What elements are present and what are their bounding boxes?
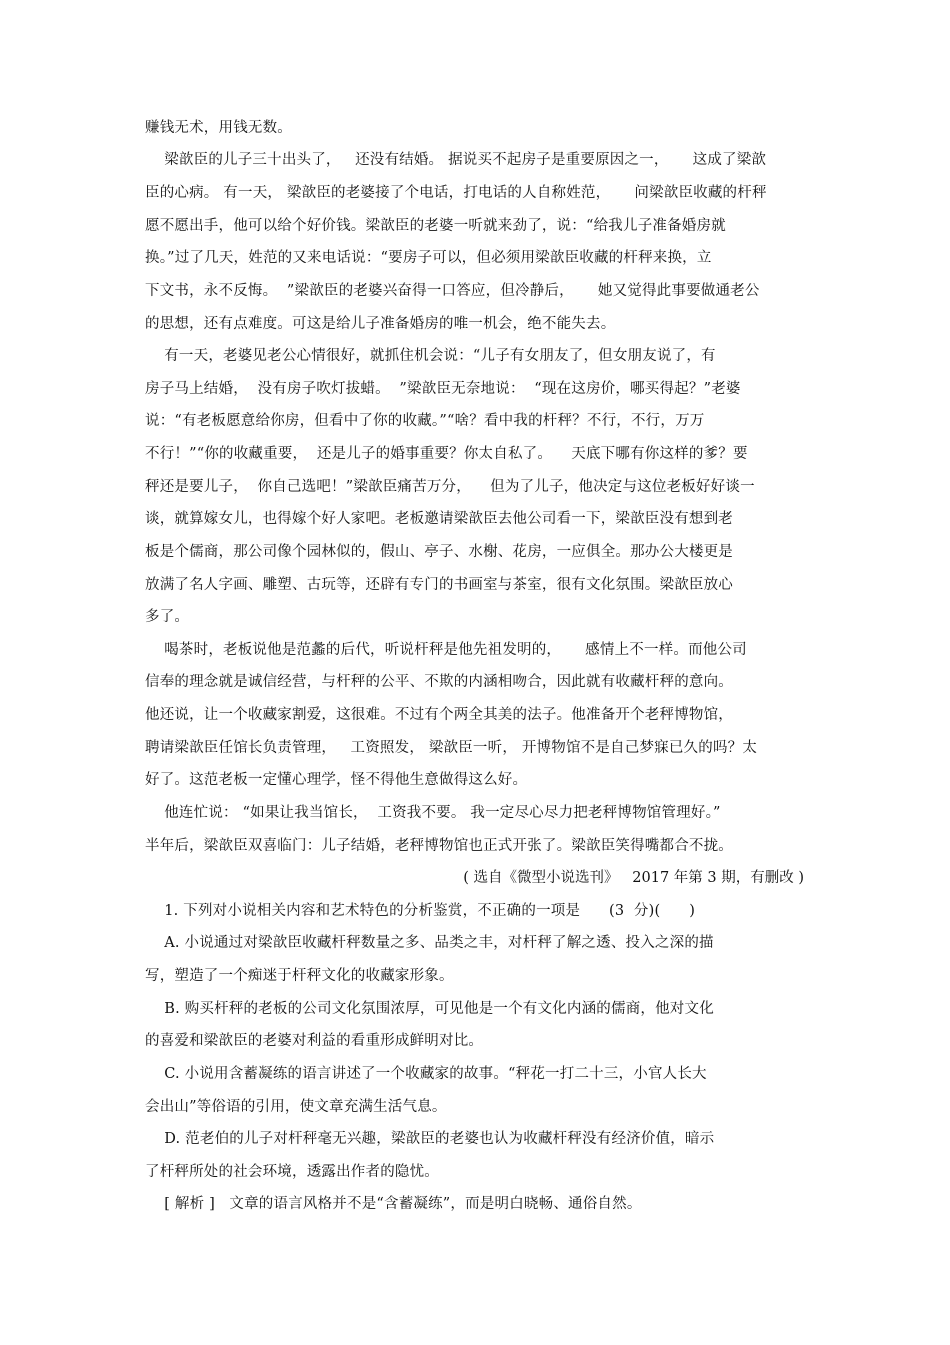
body-line: 换。”过了几天，姓范的又来电话说：“要房子可以，但必须用梁歆臣收藏的杆秤来换，立 [145, 250, 712, 266]
option-b: B. 购买杆秤的老板的公司文化氛围浓厚，可见他是一个有文化内涵的儒商，他对文化 [145, 1001, 714, 1017]
body-line: 有一天，老婆见老公心情很好，就抓住机会说：“儿子有女朋友了，但女朋友说了，有 [145, 348, 716, 364]
body-line: 他连忙说： “如果让我当馆长， 工资我不要。 我一定尽心尽力把老秤博物馆管理好。” [145, 805, 721, 821]
body-line: 下文书，永不反悔。 ”梁歆臣的老婆兴奋得一口答应，但冷静后， 她又觉得此事要做通老公 [145, 283, 760, 299]
analysis-line: [ 解析 ] 文章的语言风格并不是“含蓄凝练”，而是明白晓畅、通俗自然。 [145, 1196, 642, 1212]
body-line: 臣的心病。 有一天， 梁歆臣的老婆接了个电话，打电话的人自称姓范， 问梁歆臣收藏的杆秤 [145, 185, 767, 201]
body-line: 半年后，梁歆臣双喜临门：儿子结婚，老秤博物馆也正式开张了。梁歆臣笑得嘴都合不拢。 [145, 838, 733, 854]
body-line: 信奉的理念就是诚信经营，与杆秤的公平、不欺的内涵相吻合，因此就有收藏杆秤的意向。 [145, 674, 733, 690]
body-line: 放满了名人字画、雕塑、古玩等，还辟有专门的书画室与茶室，很有文化氛围。梁歆臣放心 [145, 577, 733, 593]
body-line: 秤还是要儿子， 你自己选吧！”梁歆臣痛苦万分， 但为了儿子，他决定与这位老板好好谈一 [145, 479, 755, 495]
body-line: 的思想，还有点难度。可这是给儿子准备婚房的唯一机会，绝不能失去。 [145, 316, 616, 332]
body-line: 说：“有老板愿意给你房，但看中了你的收藏。”“啥？看中我的杆秤？不行，不行，万万 [145, 413, 705, 429]
body-line: 梁歆臣的儿子三十出头了， 还没有结婚。 据说买不起房子是重要原因之一， 这成了梁歆 [145, 152, 767, 168]
option-b-cont: 的喜爱和梁歆臣的老婆对利益的看重形成鲜明对比。 [145, 1033, 484, 1049]
body-line: 愿不愿出手，他可以给个好价钱。梁歆臣的老婆一听就来劲了，说：“给我儿子准备婚房就 [145, 218, 726, 234]
option-d-cont: 了杆秤所处的社会环境，透露出作者的隐忧。 [145, 1164, 439, 1180]
option-d: D. 范老伯的儿子对杆秤毫无兴趣，梁歆臣的老婆也认为收藏杆秤没有经济价值，暗示 [145, 1131, 715, 1147]
option-c: C. 小说用含蓄凝练的语言讲述了一个收藏家的故事。“秤花一打二十三，小官人长大 [145, 1066, 707, 1082]
body-line: 不行！”“你的收藏重要， 还是儿子的婚事重要？你太自私了。 天底下哪有你这样的爹？要 [145, 446, 748, 462]
body-line: 谈，就算嫁女儿，也得嫁个好人家吧。老板邀请梁歆臣去他公司看一下，梁歆臣没有想到老 [145, 511, 733, 527]
body-line: 房子马上结婚， 没有房子吹灯拔蜡。 ”梁歆臣无奈地说： “现在这房价，哪买得起？”老婆 [145, 381, 741, 397]
body-line: 他还说，让一个收藏家割爱，这很难。不过有个两全其美的法子。他准备开个老秤博物馆， [145, 707, 733, 723]
body-line: 板是个儒商，那公司像个园林似的，假山、亭子、水榭、花房，一应俱全。那办公大楼更是 [145, 544, 733, 560]
body-line: 聘请梁歆臣任馆长负责管理， 工资照发， 梁歆臣一听， 开博物馆不是自己梦寐已久的吗？太 [145, 740, 758, 756]
body-line: 多了。 [145, 609, 190, 625]
body-line: 好了。这范老板一定懂心理学，怪不得他生意做得这么好。 [145, 772, 528, 788]
option-a-cont: 写，塑造了一个痴迷于杆秤文化的收藏家形象。 [145, 968, 454, 984]
body-line: 喝茶时，老板说他是范蠡的后代，听说杆秤是他先祖发明的， 感情上不一样。而他公司 [145, 642, 747, 658]
option-c-cont: 会出山”等俗语的引用，使文章充满生活气息。 [145, 1099, 447, 1115]
option-a: A. 小说通过对梁歆臣收藏杆秤数量之多、品类之丰，对杆秤了解之透、投入之深的描 [145, 935, 714, 951]
body-line: 赚钱无术，用钱无数。 [145, 120, 292, 136]
question-stem: 1. 下列对小说相关内容和艺术特色的分析鉴赏，不正确的一项是 (3 分)( ) [145, 903, 696, 919]
source-citation: ( 选自《微型小说选刊》 2017 年第 3 期，有删改 ) [463, 870, 804, 886]
